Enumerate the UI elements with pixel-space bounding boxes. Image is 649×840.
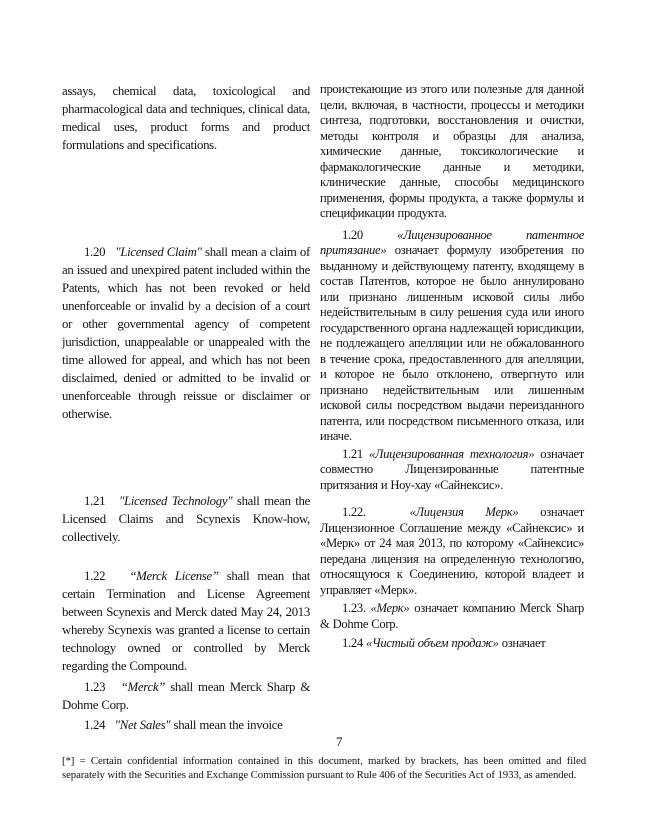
paragraph-en-intro: assays, chemical data, toxicological and pharmacological data and techniques, clinical data, medical uses, product forms and product formulations and specifications. <box>62 84 310 152</box>
paragraph-en-1-20: 1.20 "Licensed Claim" shall mean a claim of an issued and unexpired patent included within the Patents, which has not been revoked or held unenforceable or invalid by a decision of a court or other governmental agency of competent jurisdiction, unappealable or unappealed with the time allowed for appeal, and which has not been disclaimed, denied or admitted to be invalid or unenforceable through reissue or disclaimer or otherwise. <box>62 245 310 421</box>
paragraph-ru-intro: проистекающие из этого или полезные для данной цели, включая, в частности, процессы и методики синтеза, подготовки, восстановления и очистки, методы контроля и образцы для анализа, химические данные, токсикологические и фармакологические данные и методики, клинические данные, способы медицинского применения, формы продукта, а также формулы и спецификации продукта. <box>320 82 584 220</box>
paragraph-en-1-24: 1.24 "Net Sales" shall mean the invoice <box>84 718 283 732</box>
paragraph-ru-1-23: 1.23. «Мерк» означает компанию Merck Sharp & Dohme Corp. <box>320 601 584 631</box>
paragraph-en-1-23: 1.23 “Merck” shall mean Merck Sharp & Dohme Corp. <box>62 680 310 712</box>
paragraph-ru-1-22: 1.22. «Лицензия Мерк» означает Лицензионное Соглашение между «Сайнексис» и «Мерк» от 24 мая 2013, по которому «Сайнексис» передана лицензия на определенную технологию, относящуюся к Соединению, которой владеет и управляет «Мерк». <box>320 505 584 597</box>
paragraph-ru-1-24: 1.24 «Чистый объем продаж» означает <box>342 636 546 650</box>
paragraph-ru-1-21: 1.21 «Лицензированная технология» означает совместно Лицензированные патентные притязания и Ноу-хау «Сайнексис». <box>320 446 584 492</box>
page-number: 7 <box>336 734 343 749</box>
russian-column <box>320 82 584 652</box>
footnote: [*] = Certain confidential information contained in this document, marked by brackets, has been omitted and filed separately with the Securities and Exchange Commission pursuant to Rule 406 of the Securities Act of 1933, as amended. <box>62 755 586 781</box>
paragraph-ru-1-20: 1.20 «Лицензированное патентное притязание» означает формулу изобретения по выданному и действующему патенту, входящему в состав Патентов, которое не было аннулировано или признано лишенным исковой силы либо недействительным в силу решения суда или иного государственного органа надлежащей юрисдикции, не подлежащего апелляции или не обжалованного в течение срока, предоставленного для апелляции, и которое не было отклонено, отвергнуто или признано недействительным или лишенным исковой силы посредством выдачи переизданного патента, или посредством письменного отказа, или иначе. <box>320 227 584 443</box>
paragraph-en-1-22: 1.22 “Merck License” shall mean that certain Termination and License Agreement between Scynexis and Merck dated May 24, 2013 whereby Scynexis was granted a license to certain technology owned or controlled by Merck regarding the Compound. <box>62 569 310 673</box>
paragraph-en-1-21: 1.21 "Licensed Technology" shall mean the Licensed Claims and Scynexis Know-how, collectively. <box>62 494 310 544</box>
english-column <box>62 82 310 734</box>
